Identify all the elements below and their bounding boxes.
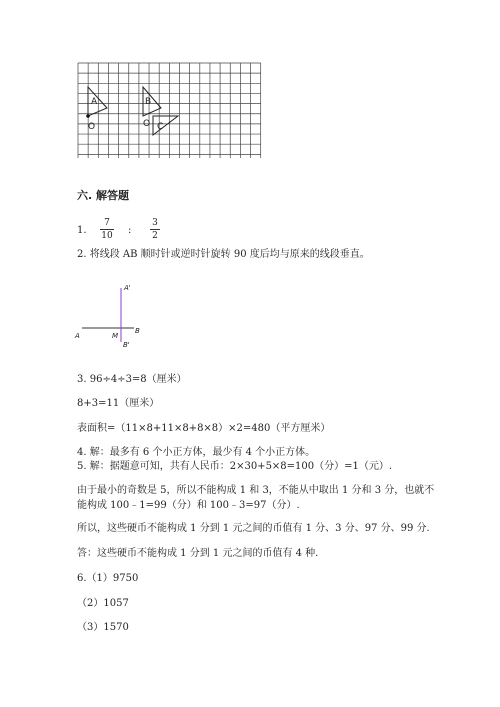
answer-line: 6.（1）9750 <box>77 573 139 584</box>
answer-line: 4. 解：最多有 6 个小正方体，最少有 4 个小正方体。 <box>77 447 316 458</box>
answer-line: 由于最小的奇数是 5，所以不能构成 1 和 3，不能从中取出 1 分和 3 分，也就不 <box>77 485 435 496</box>
point-o-marker <box>86 114 90 118</box>
label-m: M <box>112 332 119 340</box>
label-b-right: B <box>135 327 140 335</box>
q1-fraction-2 <box>150 218 160 241</box>
answer-line: 答：这些硬币不能构成 1 分到 1 元之间的币值有 4 种. <box>77 548 319 559</box>
fraction-bar <box>100 229 114 230</box>
grid-lines <box>78 63 261 158</box>
label-b-bottom: B' <box>123 341 130 349</box>
q1-fraction-1-numerator: 7 <box>104 218 110 228</box>
rotation-grid-figure <box>0 0 500 170</box>
section-title: 六. 解答题 <box>77 189 130 202</box>
q1-fraction-2-denominator: 2 <box>152 231 158 241</box>
label-o-left: O <box>88 122 96 132</box>
label-c: C <box>157 122 164 132</box>
label-b: B <box>145 97 152 107</box>
answer-line: 表面积=（11×8+11×8+8×8）×2=480（平方厘米） <box>77 423 331 434</box>
q1-fraction-2-numerator: 3 <box>152 218 158 228</box>
label-a-top: A' <box>124 284 131 292</box>
q1-fraction-1 <box>100 218 114 241</box>
q1-number: 1. <box>77 225 87 236</box>
answer-line: 所以，这些硬币不能构成 1 分到 1 元之间的币值有 1 分、3 分、97 分、99 分. <box>77 523 430 534</box>
label-a: A <box>91 97 98 107</box>
answer-line: 8+3=11（厘米） <box>77 398 160 409</box>
label-a-left: A <box>75 332 80 340</box>
answer-line: （2）1057 <box>77 598 129 609</box>
fraction-bar <box>150 229 160 230</box>
label-o-right: O <box>143 119 151 129</box>
q1-colon: : <box>128 225 132 236</box>
answer-line: 3. 96÷4÷3=8（厘米） <box>77 374 187 385</box>
q1-fraction-1-denominator: 10 <box>101 231 113 241</box>
answer-line: （3）1570 <box>77 622 129 633</box>
q2-text: 2. 将线段 AB 顺时针或逆时针旋转 90 度后均与原来的线段垂直。 <box>77 249 370 260</box>
answer-line: 能构成 100﹣1=99（分）和 100﹣3=97（分）. <box>77 500 300 511</box>
segment-rotation-figure <box>70 280 160 360</box>
answer-line: 5. 解：据题意可知，共有人民币：2×30+5×8=100（分）=1（元）. <box>77 461 393 472</box>
